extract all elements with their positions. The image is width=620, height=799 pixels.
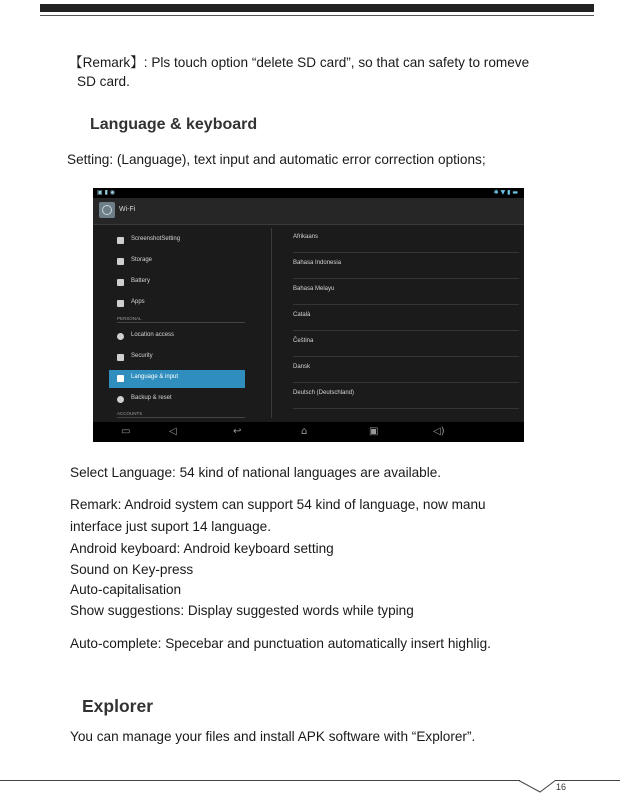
recent-apps-icon[interactable]: ▣ [369, 426, 379, 437]
settings-item-security[interactable] [109, 349, 245, 367]
language-option-label: Dansk [293, 364, 311, 370]
remark-line-2: SD card. [77, 74, 130, 89]
action-bar [93, 198, 524, 225]
suggestions-text: Show suggestions: Display suggested words while typing [70, 603, 414, 618]
keyboard-text: Android keyboard: Android keyboard setting [70, 541, 334, 556]
lock-icon [117, 354, 124, 361]
settings-screenshot [93, 188, 524, 442]
pane-divider [271, 228, 272, 418]
language-option-label: Deutsch (Deutschland) [293, 390, 355, 396]
page-number: 16 [556, 782, 567, 792]
language-option-label: Čeština [293, 338, 314, 344]
language-option[interactable] [293, 280, 519, 305]
settings-item-battery[interactable] [109, 274, 245, 292]
language-list [279, 228, 519, 418]
remark2-line-1: Remark: Android system can support 54 kind of language, now manu [70, 497, 486, 512]
section-heading-explorer: Explorer [82, 696, 153, 716]
footer-rule-left [0, 780, 520, 781]
explorer-text: You can manage your files and install APK software with “Explorer”. [70, 729, 476, 744]
footer-rule-notch [518, 780, 556, 794]
header-rule [40, 4, 594, 12]
remark2-line-2: interface just suport 14 language. [70, 519, 272, 534]
language-option[interactable] [293, 254, 519, 279]
footer-rule-right [555, 780, 620, 781]
apps-icon [117, 300, 124, 307]
battery-icon [117, 279, 124, 286]
remark-line-1: 【Remark】: Pls touch option “delete SD card”, so that can safety to romeve [69, 55, 530, 70]
section-heading-language: Language & keyboard [90, 116, 258, 133]
settings-item-label: Language & input [131, 374, 179, 380]
settings-list [109, 228, 249, 420]
back-icon[interactable]: ↩ [233, 426, 242, 437]
keyboard-icon [117, 375, 124, 382]
status-icons: ✱ ▼ ▮ ▬ [493, 189, 518, 196]
section-label-personal: PERSONAL [117, 316, 245, 323]
autocap-text: Auto-capitalisation [70, 582, 182, 597]
settings-item-backup[interactable] [109, 391, 245, 409]
settings-app-icon [99, 202, 115, 218]
home-icon[interactable]: ⌂ [301, 426, 308, 437]
status-bar [93, 188, 524, 198]
settings-item-apps[interactable] [109, 295, 245, 313]
sound-text: Sound on Key-press [70, 562, 194, 577]
select-language-text: Select Language: 54 kind of national languages are available. [70, 465, 442, 480]
settings-item-label: Apps [131, 299, 145, 305]
volume-up-icon[interactable]: ◁) [433, 426, 445, 437]
settings-item-label: Backup & reset [131, 395, 172, 401]
settings-item-language-input[interactable] [109, 370, 245, 388]
autocomplete-text: Auto-complete: Specebar and punctuation automatically insert highlig. [70, 636, 491, 651]
backup-icon [117, 396, 124, 403]
settings-item-label: Storage [131, 257, 153, 263]
settings-item-storage[interactable] [109, 253, 245, 271]
navigation-bar [93, 422, 524, 442]
language-intro: Setting: (Language), text input and automatic error correction options; [67, 152, 486, 167]
action-bar-title: Wi-Fi [119, 206, 136, 213]
section-label-accounts: ACCOUNTS [117, 411, 245, 418]
screenshot-icon [117, 237, 124, 244]
volume-down-icon[interactable]: ◁ [169, 426, 177, 437]
language-option[interactable] [293, 358, 519, 383]
language-option[interactable] [293, 384, 519, 409]
notification-icons: ▣ ▮ ◉ [97, 189, 116, 196]
storage-icon [117, 258, 124, 265]
screenshot-nav-icon[interactable]: ▭ [121, 426, 131, 437]
language-option-label: Català [293, 312, 311, 318]
language-option-label: Afrikaans [293, 234, 319, 240]
settings-item-label: ScreenshotSetting [131, 236, 181, 242]
settings-item-location[interactable] [109, 328, 245, 346]
location-icon [117, 333, 124, 340]
language-option[interactable] [293, 306, 519, 331]
settings-item-label: Security [131, 353, 153, 359]
settings-item-label: Battery [131, 278, 151, 284]
language-option-label: Bahasa Melayu [293, 286, 335, 292]
language-option[interactable] [293, 332, 519, 357]
language-option[interactable] [293, 228, 519, 253]
settings-item-screenshot[interactable] [109, 232, 245, 250]
settings-item-label: Location access [131, 332, 175, 338]
header-rule-thin [40, 15, 594, 16]
language-option-label: Bahasa Indonesia [293, 260, 342, 266]
